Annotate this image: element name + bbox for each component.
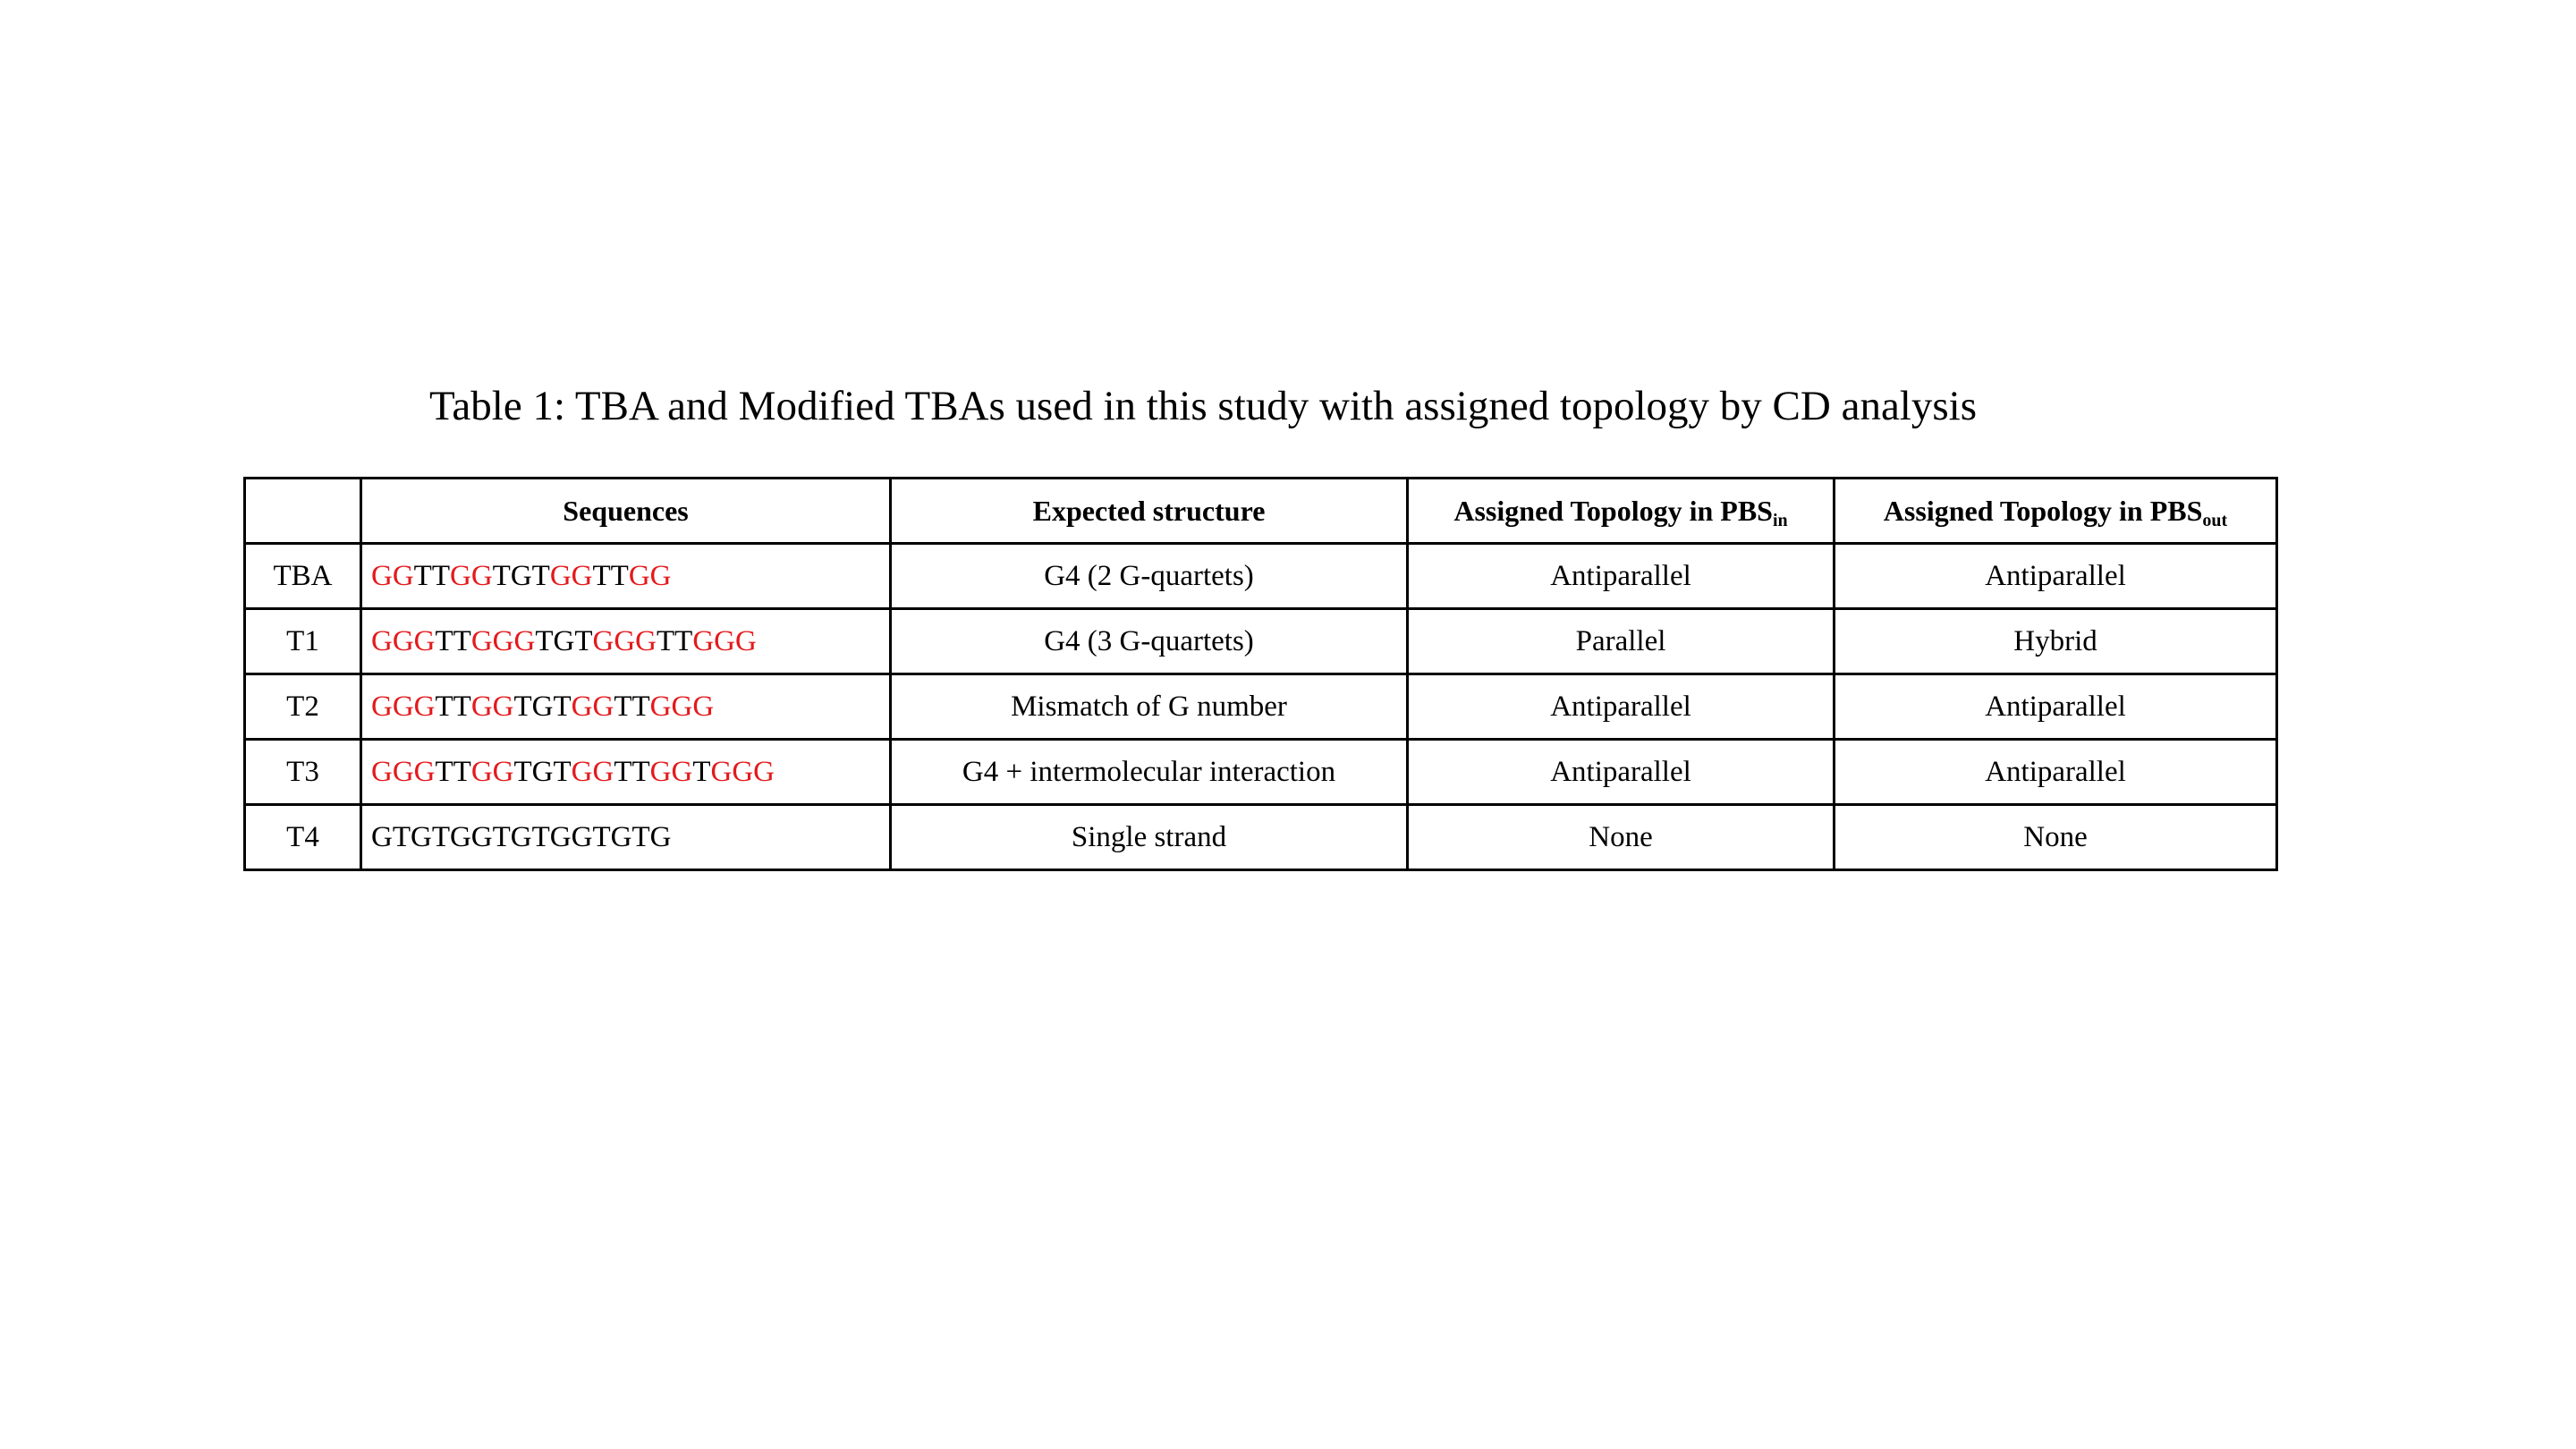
sequence-g-run: GGG: [692, 624, 757, 657]
sequence-g-run: GG: [371, 559, 414, 592]
cell-topology-in: Antiparallel: [1408, 544, 1835, 609]
sequence-segment: TT: [435, 755, 471, 788]
sequence-g-run: GG: [470, 690, 514, 723]
sequence-g-run: GGG: [371, 755, 436, 788]
cell-expected-structure: G4 (2 G-quartets): [891, 544, 1408, 609]
cell-topology-in: Antiparallel: [1408, 674, 1835, 740]
cell-id: T1: [245, 609, 361, 674]
sequence-g-run: GGG: [371, 624, 436, 657]
cell-expected-structure: G4 + intermolecular interaction: [891, 740, 1408, 805]
sequence-g-run: GG: [571, 690, 614, 723]
sequence-segment: GTGTGGTGTGGTGTG: [371, 820, 672, 853]
sequence-g-run: GG: [549, 559, 593, 592]
cell-topology-out: Antiparallel: [1835, 740, 2277, 805]
cell-expected-structure: Single strand: [891, 805, 1408, 870]
sequence-g-run: GG: [628, 559, 672, 592]
cell-topology-out: Antiparallel: [1835, 544, 2277, 609]
table-row: [245, 544, 2277, 609]
cell-topology-in: Antiparallel: [1408, 740, 1835, 805]
sequence-segment: TT: [592, 559, 629, 592]
sequence-g-run: GG: [450, 559, 493, 592]
cell-sequence: [361, 609, 891, 674]
cell-id: T4: [245, 805, 361, 870]
cell-topology-out: Antiparallel: [1835, 674, 2277, 740]
sequence-g-run: GGG: [592, 624, 657, 657]
sequence-segment: TT: [614, 755, 650, 788]
sequence-segment: TGT: [535, 624, 593, 657]
topology-table: [243, 477, 2278, 871]
sequence-g-run: GGG: [470, 624, 536, 657]
header-expected-structure: Expected structure: [891, 479, 1408, 544]
cell-expected-structure: Mismatch of G number: [891, 674, 1408, 740]
sequence-segment: TT: [435, 624, 471, 657]
cell-id: T3: [245, 740, 361, 805]
cell-id: TBA: [245, 544, 361, 609]
header-topology-out: [1835, 479, 2277, 544]
sequence-segment: TT: [656, 624, 693, 657]
sequence-segment: TGT: [513, 690, 572, 723]
table-header-row: [245, 479, 2277, 544]
cell-sequence: [361, 674, 891, 740]
cell-topology-in: None: [1408, 805, 1835, 870]
header-topology-in-label: Assigned Topology in PBS: [1453, 494, 1773, 527]
cell-sequence: [361, 740, 891, 805]
sequence-segment: TT: [614, 690, 650, 723]
cell-sequence: [361, 805, 891, 870]
header-topology-in: [1408, 479, 1835, 544]
header-topology-in-subscript: in: [1772, 510, 1788, 530]
sequence-segment: TGT: [513, 755, 572, 788]
cell-topology-in: Parallel: [1408, 609, 1835, 674]
sequence-segment: T: [692, 755, 711, 788]
header-topology-out-label: Assigned Topology in PBS: [1883, 494, 2203, 527]
cell-id: T2: [245, 674, 361, 740]
cell-expected-structure: G4 (3 G-quartets): [891, 609, 1408, 674]
sequence-segment: TT: [435, 690, 471, 723]
sequence-g-run: GGG: [710, 755, 775, 788]
cell-topology-out: None: [1835, 805, 2277, 870]
sequence-g-run: GGG: [371, 690, 436, 723]
table-row: [245, 805, 2277, 870]
header-sequences: Sequences: [361, 479, 891, 544]
table-row: [245, 740, 2277, 805]
sequence-g-run: GG: [649, 755, 693, 788]
table-row: [245, 609, 2277, 674]
sequence-segment: TT: [413, 559, 450, 592]
cell-sequence: [361, 544, 891, 609]
table-caption: Table 1: TBA and Modified TBAs used in this study with assigned topology by CD analysis: [429, 383, 1978, 429]
header-id: [245, 479, 361, 544]
cell-topology-out: Hybrid: [1835, 609, 2277, 674]
sequence-g-run: GGG: [649, 690, 715, 723]
sequence-segment: TGT: [492, 559, 550, 592]
header-topology-out-subscript: out: [2202, 510, 2228, 530]
sequence-g-run: GG: [571, 755, 614, 788]
table-body: [245, 544, 2277, 870]
table-row: [245, 674, 2277, 740]
sequence-g-run: GG: [470, 755, 514, 788]
